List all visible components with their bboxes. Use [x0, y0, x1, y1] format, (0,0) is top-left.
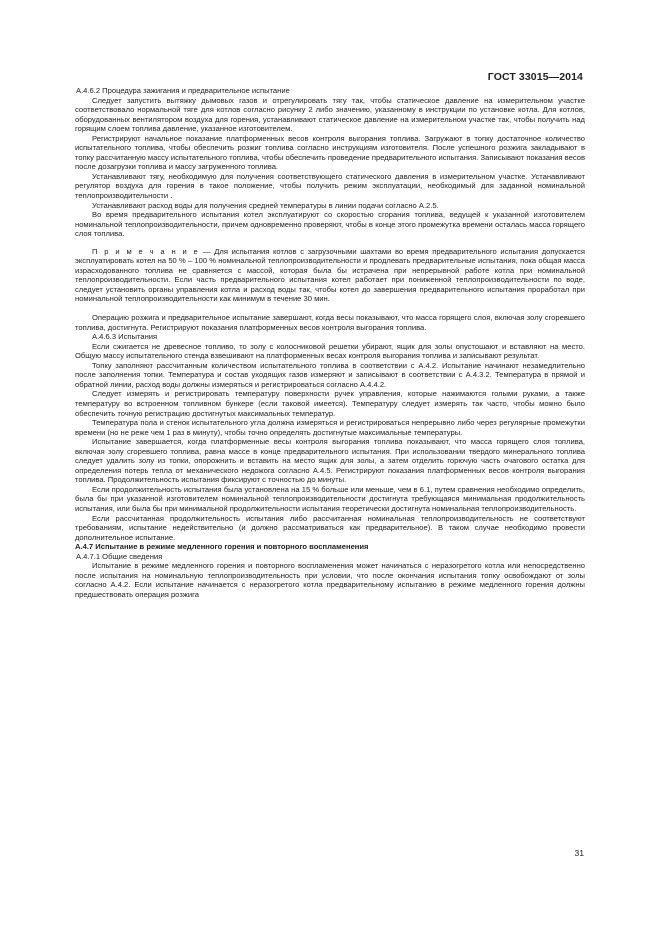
paragraph: Операцию розжига и предварительное испытание завершают, когда весы показывают, что масса горящего слоя, включая золу сгоревшего топлива, достигнута. Регистрируют показания платформенных весов контроля выгорания топлива.	[75, 313, 585, 332]
section-heading-bold: А.4.7 Испытание в режиме медленного горения и повторного воспламенения	[75, 542, 369, 552]
paragraph: Если рассчитанная продолжительность испытания либо рассчитанная номинальная теплопроизводительность не соответствуют требованиям, испытание недействительно (и должно рассматриваться как предварительное). В таком случае необходимо провести дополнительное испытание.	[75, 513, 585, 542]
subsection-heading: А.4.7.1 Общие сведения	[76, 551, 163, 561]
section-heading: А.4.6.2 Процедура зажигания и предварительное испытание	[76, 86, 290, 95]
paragraph: Следует измерять и регистрировать температуру поверхности ручек управления, которые нажимаются голыми руками, а также температуру во встроенном топливном бункере (если таковой имеется). Температуру следует измерять так часто, чтобы можно было обеспечить точную регистрацию достигнутых максимальных температур.	[75, 389, 585, 418]
paragraph: Испытание в режиме медленного горения и повторного воспламенения может начинаться с неразогретого котла или непосредственно после испытания на номинальную теплопроизводительность при условии, что после окончания испытания топку освобождают от золы согласно А.4.2. Если испытание начинается с неразогретого котла предварительному испытанию в режиме медленного горения должны предшествовать операция розжига	[75, 561, 585, 599]
paragraph: Во время предварительного испытания котел эксплуатируют со скоростью сгорания топлива, ведущей к указанной изготовителем номинальной теплопроизводительности, причем одновременно проверяют, чтобы в конце этого промежутка времени осталась масса горящего слоя топлива.	[75, 210, 585, 239]
document-body	[75, 86, 585, 599]
paragraph: Температура пола и стенок испытательного угла должна измеряться и регистрироваться непрерывно либо через регулярные промежутки времени (но не реже чем 1 раз в минуту), чтобы точно определять достигнутые максимальные температуры.	[75, 418, 585, 437]
page-number: 31	[574, 848, 584, 858]
paragraph: Следует запустить вытяжку дымовых газов и отрегулировать тягу так, чтобы статическое давление на измерительном участке соответствовало нормальной тяге для котлов согласно рисунку 2 либо значению, указанному в инструкции по установке котла. Для котлов, оборудованных вентилятором воздуха для горения, устанавливают статическое давление на измерительном участке так, чтобы получить над горящим слоем топлива давление, указанное изготовителем.	[75, 95, 585, 134]
note-paragraph	[75, 247, 585, 304]
paragraph: Устанавливают расход воды для получения средней температуры в линии подачи согласно А.2.5.	[92, 200, 439, 210]
document-header: ГОСТ 33015—2014	[487, 71, 583, 83]
paragraph: Если сжигается не древесное топливо, то золу с колосниковой решетки убирают, ящик для золы опустошают и вставляют на место. Общую массу испытательного стенда взвешивают на платформенных весах контроля выгорания топлива и записывают результат.	[75, 341, 585, 361]
note-label: П р и м е ч а н и е	[92, 246, 200, 256]
paragraph: Устанавливают тягу, необходимую для получения соответствующего статического давления в измерительном участке. Устанавливают регулятор воздуха для горения в такое положение, чтобы получить режим эксплуатации, необходимый для заданной номинальной теплопроизводительности .	[75, 171, 585, 201]
note-text: — Для испытания котлов с загрузочными шахтами во время предварительного испытания допускается эксплуатировать котел на 50 % – 100 % номинальной теплопроизводительности и продлевать предварительные испытания, пока общая масса израсходованного топлива не сравняется с массой, которая была бы истрачена при непрерывной работе котла при номинальной теплопроизводительности. Если часть предварительного испытания котел работает при пониженной теплопроизводительности по воде, следует установить органы управления котла и расход воды так, чтобы котел до завершения предварительного испытания проработал при номинальной теплопроизводительности как минимум в течение 30 мин.	[75, 246, 585, 304]
section-heading: А.4.6.3 Испытания	[92, 332, 158, 342]
paragraph: Испытание завершается, когда платформенные весы контроля выгорания топлива показывают, что масса горящего слоя топлива, включая золу сгоревшего топлива, равна массе в конце предварительного испытания. При использовании твердого минерального топлива следует удалить золу из топки, опорожнить и вставить на место ящик для золы, а затем отделить горючую часть очагового остатка для определения потерь тепла от механического недожога согласно А.4.5. Регистрируют показания платформенных весов контроля выгорания топлива. Продолжительность испытания фиксируют с точностью до минуты.	[75, 437, 585, 485]
paragraph: Регистрируют начальное показание платформенных весов контроля выгорания топлива. Загружают в топку достаточное количество испытательного топлива, чтобы обеспечить розжиг топлива согласно инструкциям изготовителя. После успешного розжига закладывают в топку рассчитанную массу испытательного топлива, чтобы обеспечить проведение предварительного испытания. Записывают показания весов после дозагрузки топлива и массу загруженного топлива.	[75, 133, 585, 172]
paragraph: Если продолжительность испытания была установлена на 15 % больше или меньше, чем в 6.1, путем сравнения необходимо определить, была бы при указанной изготовителем номинальной теплопроизводительности достигнута требующаяся минимальная продолжительность испытания, или была бы при минимальной продолжительности испытания теоретически достигнута номинальная теплопроизводительность.	[75, 484, 585, 513]
paragraph: Топку заполняют рассчитанным количеством испытательного топлива в соответствии с А.4.2. Испытание начинают незамедлительно после заполнения топки. Температура и состав уходящих газов измеряют и записывают в соответствии с А.4.3.2. Температура в прямой и обратной линии, расход воды должны измеряться и регистрироваться согласно А.4.4.2.	[75, 360, 585, 389]
